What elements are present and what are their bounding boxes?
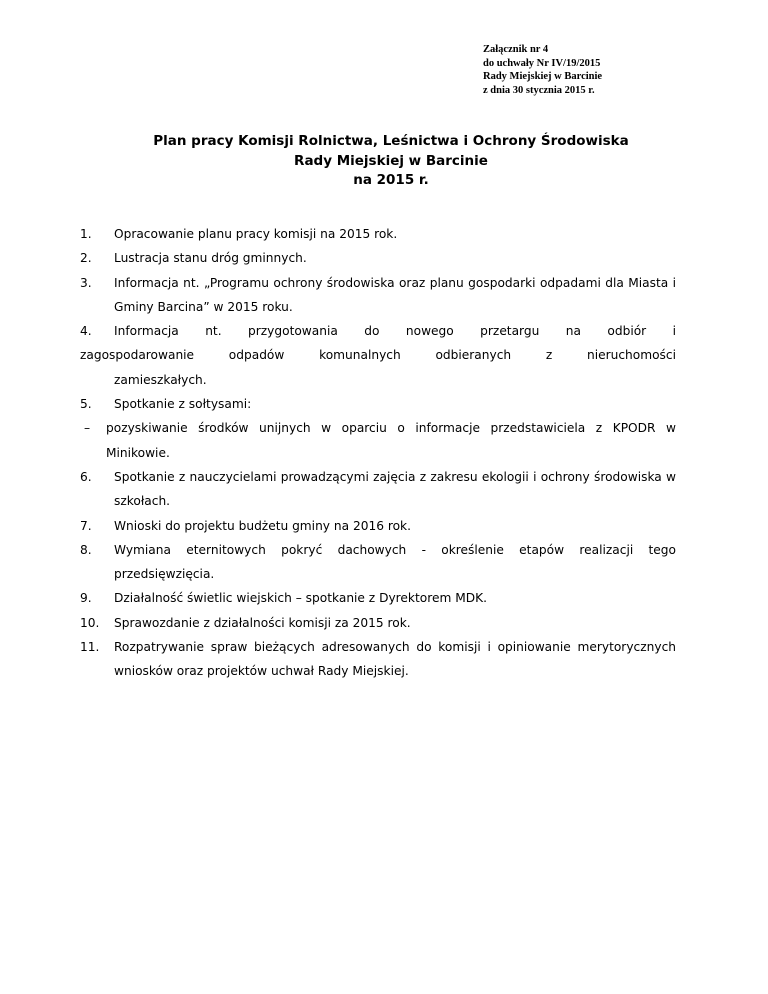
list-item — [80, 319, 676, 392]
list-item — [80, 392, 676, 416]
item-number: 6. — [80, 469, 92, 484]
item-number: 7. — [80, 518, 92, 533]
item-text-line: zamieszkałych. — [114, 372, 207, 387]
item-number: 2. — [80, 251, 92, 266]
item-number: 8. — [80, 542, 92, 557]
annex-line: z dnia 30 stycznia 2015 r. — [483, 84, 595, 96]
item-text: Opracowanie planu pracy komisji na 2015 rok. — [114, 227, 398, 241]
title-line: na 2015 r. — [353, 172, 429, 188]
list-item — [80, 465, 676, 514]
list-item — [80, 246, 676, 270]
list-item — [80, 611, 676, 635]
item-text: Wymiana eternitowych pokryć dachowych - określenie etapów realizacji tego przedsięwzięcia. — [114, 542, 676, 582]
list-item — [80, 514, 676, 538]
title-line: Plan pracy Komisji Rolnictwa, Leśnictwa i Ochrony Środowiska — [153, 133, 629, 149]
document-title — [0, 132, 768, 191]
item-text: Spotkanie z nauczycielami prowadzącymi zajęcia z zakresu ekologii i ochrony środowiska w szkołach. — [114, 469, 676, 509]
list-item — [80, 538, 676, 587]
item-text: Działalność świetlic wiejskich – spotkanie z Dyrektorem MDK. — [114, 591, 487, 606]
item-text: pozyskiwanie środków unijnych w oparciu o informacje przedstawiciela z KPODR w Minikowie. — [106, 421, 676, 460]
item-number: 5. — [80, 397, 92, 412]
item-text: Lustracja stanu dróg gminnych. — [114, 251, 307, 266]
title-line: Rady Miejskiej w Barcinie — [294, 152, 488, 169]
item-bullet: – — [84, 421, 91, 436]
annex-line: do uchwały Nr IV/19/2015 — [483, 57, 601, 69]
item-text-line: Informacja nt. przygotowania do nowego przetargu na odbiór i — [114, 324, 676, 339]
item-text: Spotkanie z sołtysami: — [114, 397, 252, 412]
annex-line: Załącznik nr 4 — [483, 44, 549, 55]
item-number: 10. — [80, 615, 100, 630]
list-item — [80, 222, 676, 246]
item-number: 1. — [80, 227, 92, 241]
list-item — [80, 635, 676, 684]
item-text-line: zagospodarowanie odpadów komunalnych odbieranych z nieruchomości — [80, 348, 676, 363]
item-text: Rozpatrywanie spraw bieżących adresowanych do komisji i opiniowanie merytorycznych wniosków oraz projektów uchwał Rady Miejskiej. — [114, 640, 676, 679]
annex-line: Rady Miejskiej w Barcinie — [483, 71, 603, 82]
item-number: 3. — [80, 275, 92, 290]
item-text: Wnioski do projektu budżetu gminy na 2016 rok. — [114, 518, 411, 533]
list-item — [80, 271, 676, 320]
item-text: Informacja nt. „Programu ochrony środowiska oraz planu gospodarki odpadami dla Miasta i Gminy Barcina” w 2015 roku. — [114, 275, 676, 314]
item-number: 9. — [80, 591, 92, 606]
item-number: 4. — [80, 324, 92, 339]
item-number: 11. — [80, 640, 100, 655]
list-item — [80, 586, 676, 610]
work-plan-list — [80, 222, 676, 684]
list-subitem — [80, 416, 676, 465]
item-text: Sprawozdanie z działalności komisji za 2015 rok. — [114, 615, 411, 630]
annex-note — [483, 43, 602, 97]
